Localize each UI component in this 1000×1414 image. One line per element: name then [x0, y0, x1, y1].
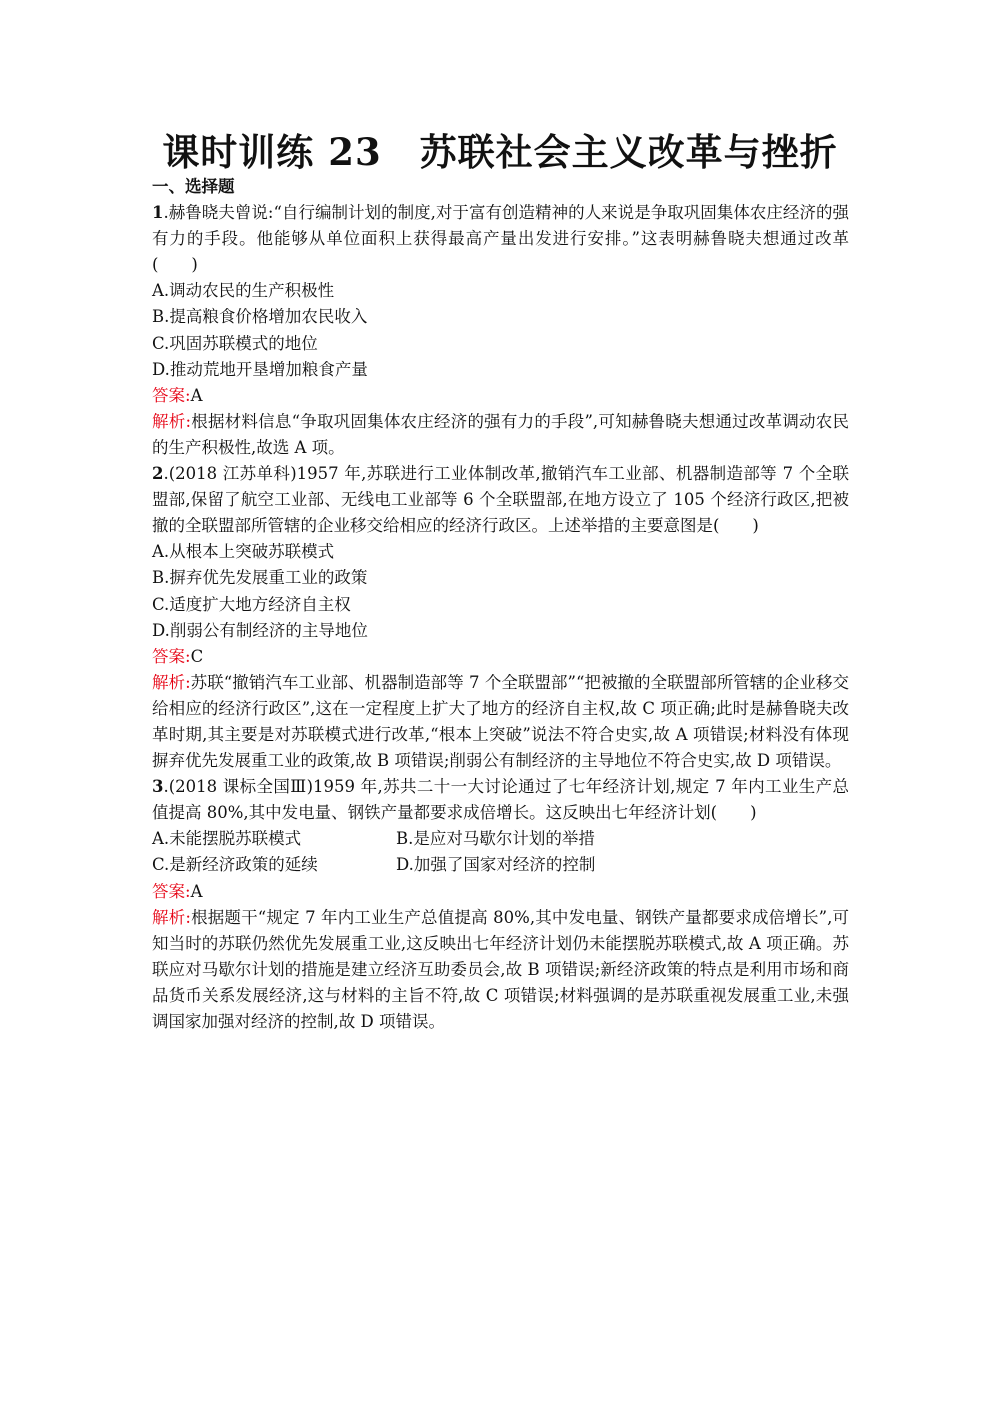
- stem-text: .(2018 江苏单科)1957 年,苏联进行工业体制改革,撤销汽车工业部、机器制造部等 7 个全联盟部,保留了航空工业部、无线电工业部等 6 个全联盟部,在地方设立了 105 个经济行政区,把被撤的全联盟部所管辖的企业移交给相应的经济行政区。上述举措的主要意图是( ): [152, 464, 849, 536]
- option-b: B.摒弃优先发展重工业的政策: [152, 568, 368, 588]
- question-stem: [152, 461, 849, 539]
- analysis-label: 解析:: [152, 907, 191, 927]
- option-d: D.削弱公有制经济的主导地位: [152, 620, 368, 640]
- question-2: [152, 461, 849, 774]
- stem-text: .(2018 课标全国Ⅲ)1959 年,苏共二十一大讨论通过了七年经济计划,规定 7 年内工业生产总值提高 80%,其中发电量、钢铁产量都要求成倍增长。这反映出七年经济计划( ): [152, 777, 849, 823]
- analysis-label: 解析:: [152, 411, 192, 431]
- answer-line: [152, 879, 849, 905]
- question-1: [152, 200, 849, 461]
- question-stem: [152, 200, 849, 278]
- option-c: C.是新经济政策的延续: [152, 855, 318, 875]
- option-b: B.是应对马歇尔计划的举措: [396, 829, 595, 849]
- options-row-1: [152, 826, 849, 852]
- question-stem: [152, 774, 849, 826]
- option-d: D.加强了国家对经济的控制: [396, 855, 596, 875]
- option-c: C.适度扩大地方经济自主权: [152, 594, 351, 614]
- page-title: 课时训练 23 苏联社会主义改革与挫折: [162, 130, 838, 174]
- analysis-line: [152, 409, 849, 461]
- answer-line: [152, 383, 849, 409]
- analysis-text: 根据题干“规定 7 年内工业生产总值提高 80%,其中发电量、钢铁产量都要求成倍增长”,可知当时的苏联仍然优先发展重工业,这反映出七年经济计划仍未能摆脱苏联模式,故 A 项正确。苏联应对马歇尔计划的措施是建立经济互助委员会,故 B 项错误;新经济政策的特点是利用市场和商品货币关系发展经济,这与材料的主旨不符,故 C 项错误;材料强调的是苏联重视发展重工业,未强调国家加强对经济的控制,故 D 项错误。: [152, 907, 849, 1031]
- option-c: C.巩固苏联模式的地位: [152, 333, 318, 353]
- analysis-text: 根据材料信息“争取巩固集体农庄经济的强有力的手段”,可知赫鲁晓夫想通过改革调动农民的生产积极性,故选 A 项。: [152, 411, 850, 457]
- option-a: A.从根本上突破苏联模式: [152, 542, 335, 562]
- section-heading: 一、选择题: [152, 177, 235, 196]
- document-body: [152, 174, 849, 1035]
- answer-value: A: [190, 881, 203, 901]
- answer-label: 答案:: [152, 881, 191, 901]
- answer-value: C: [190, 646, 204, 666]
- option-a: A.未能摆脱苏联模式: [152, 829, 302, 849]
- analysis-line: [152, 905, 849, 1035]
- analysis-text: 苏联“撤销汽车工业部、机器制造部等 7 个全联盟部”“把被撤的全联盟部所管辖的企业移交给相应的经济行政区”,这在一定程度上扩大了地方的经济自主权,故 C 项正确;此时是赫鲁晓夫改革时期,其主要是对苏联模式进行改革,“根本上突破”说法不符合史实,故 A 项错误;材料没有体现摒弃优先发展重工业的政策,故 B 项错误;削弱公有制经济的主导地位不符合史实,故 D 项错误。: [152, 672, 849, 771]
- question-number: 3: [152, 777, 164, 797]
- stem-text: .赫鲁晓夫曾说:“自行编制计划的制度,对于富有创造精神的人来说是争取巩固集体农庄经济的强有力的手段。他能够从单位面积上获得最高产量出发进行安排。”这表明赫鲁晓夫想通过改革( ): [152, 203, 849, 275]
- options-row-2: [152, 852, 849, 878]
- question-3: [152, 774, 849, 1035]
- question-number: 2: [152, 464, 164, 484]
- analysis-label: 解析:: [152, 672, 191, 692]
- answer-line: [152, 644, 849, 670]
- option-b: B.提高粮食价格增加农民收入: [152, 307, 368, 327]
- option-d: D.推动荒地开垦增加粮食产量: [152, 359, 368, 379]
- option-a: A.调动农民的生产积极性: [152, 281, 335, 301]
- answer-label: 答案:: [152, 646, 191, 666]
- question-number: 1: [152, 203, 164, 223]
- answer-label: 答案:: [152, 385, 191, 405]
- analysis-line: [152, 670, 849, 774]
- answer-value: A: [190, 385, 203, 405]
